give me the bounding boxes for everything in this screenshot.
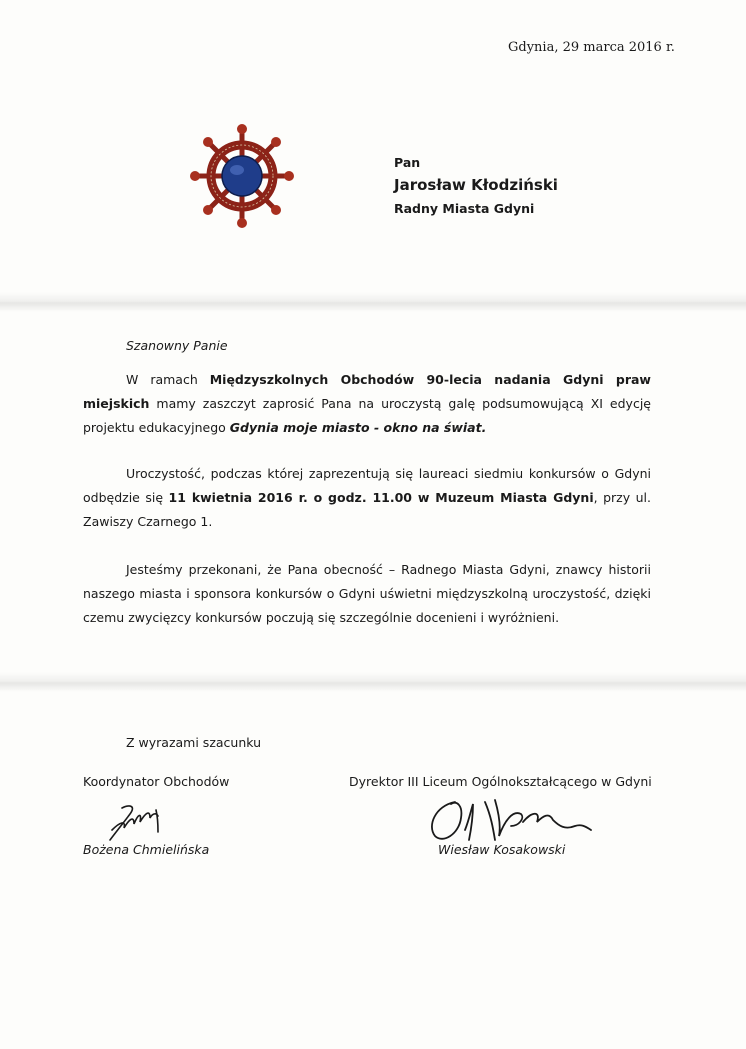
- ship-wheel-emblem-icon: [190, 124, 294, 228]
- director-signature: [425, 796, 600, 846]
- coordinator-title: Koordynator Obchodów: [83, 774, 230, 789]
- p2-text-a: Uroczystość, podczas której zaprezentują się laureaci siedmiu konkursów o Gdyni odbędzie się: [83, 466, 651, 505]
- p1-event-name: Międzyszkolnych Obchodów 90-lecia nadania Gdyni praw miejskich: [83, 372, 651, 411]
- paragraph-invitation: [83, 368, 651, 440]
- coordinator-signature: [100, 800, 180, 844]
- p2-text-c: , przy ul. Zawiszy Czarnego 1.: [83, 490, 651, 529]
- director-name: Wiesław Kosakowski: [438, 842, 566, 857]
- director-title: Dyrektor III Liceum Ogólnokształcącego w Gdyni: [349, 774, 652, 789]
- recipient-title: Radny Miasta Gdyni: [394, 201, 535, 216]
- p1-text-c: mamy zaszczyt zaprosić Pana na uroczystą galę podsumowującą XI edycję projektu edukacyjnego: [83, 396, 651, 435]
- recipient-label: Pan: [394, 155, 421, 170]
- closing-phrase: Z wyrazami szacunku: [126, 735, 262, 750]
- p2-date-place: 11 kwietnia 2016 r. o godz. 11.00 w Muzeum Miasta Gdyni: [168, 490, 594, 505]
- p3-text: Jesteśmy przekonani, że Pana obecność – Radnego Miasta Gdyni, znawcy historii naszego miasta i sponsora konkursów o Gdyni uświetni międzyszkolną uroczystość, dzięki czemu zwycięzcy konkursów poczują się szczególnie docenieni i wyróżnieni.: [83, 562, 651, 625]
- coordinator-name: Bożena Chmielińska: [83, 842, 210, 857]
- paragraph-presence: [83, 558, 651, 630]
- recipient-name: Jarosław Kłodziński: [394, 176, 558, 194]
- paragraph-ceremony: [83, 462, 651, 534]
- letter-date: Gdynia, 29 marca 2016 r.: [508, 40, 675, 55]
- p1-text-a: W ramach: [126, 372, 210, 387]
- p1-project-name: Gdynia moje miasto - okno na świat.: [229, 420, 487, 435]
- salutation: Szanowny Panie: [126, 338, 228, 353]
- paper-fold-bottom: [0, 672, 746, 692]
- paper-fold-top: [0, 292, 746, 312]
